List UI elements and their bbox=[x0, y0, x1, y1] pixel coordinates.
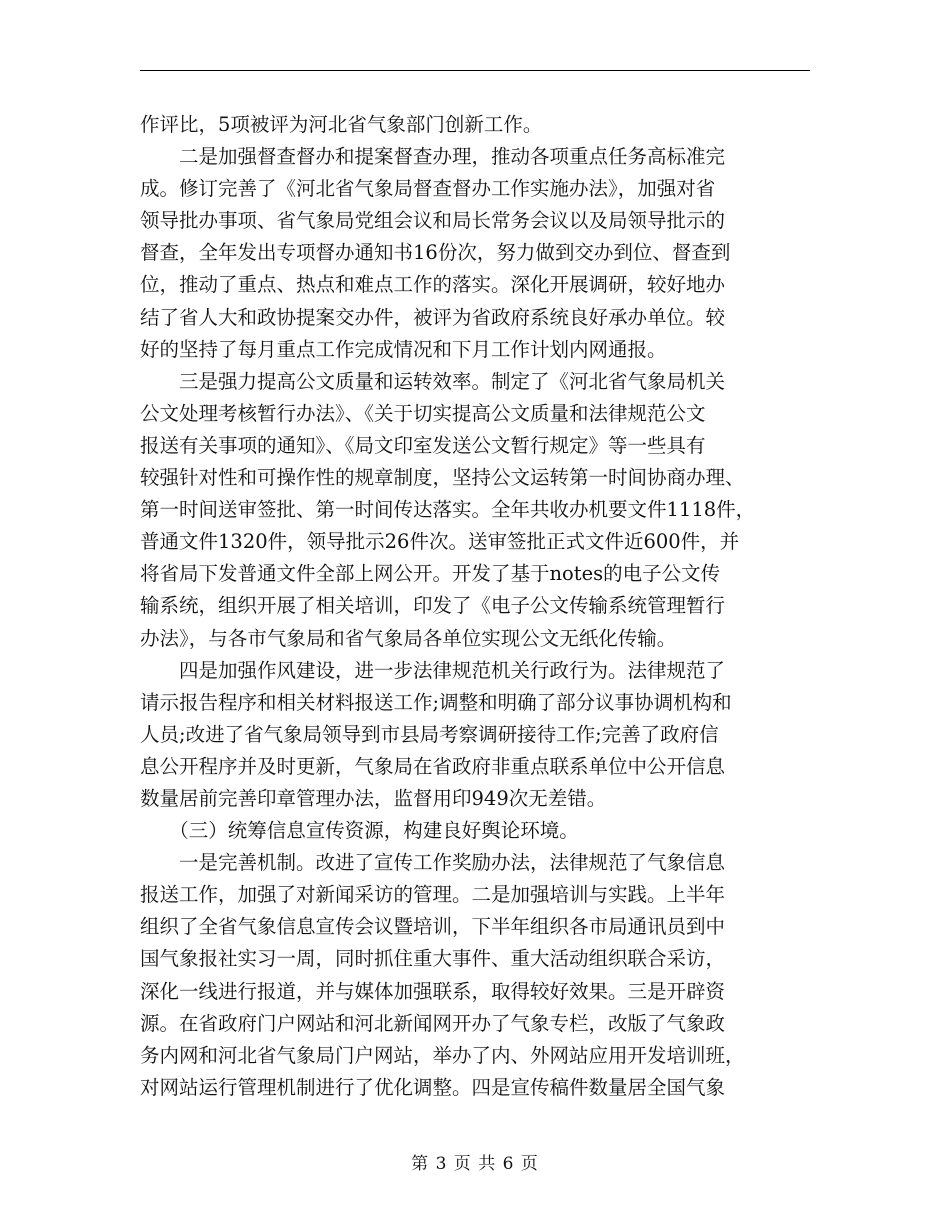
text-line: 办法》，与各市气象局和省气象局各单位实现公文无纸化传输。 bbox=[140, 626, 677, 650]
text-line: 二是加强督查督办和提案督查办理，推动各项重点任务高标准完 bbox=[140, 145, 726, 169]
text-line: 成。修订完善了《河北省气象局督查督办工作实施办法》，加强对省 bbox=[140, 177, 716, 201]
text-line: 组织了全省气象信息宣传会议暨培训，下半年组织各市局通讯员到中 bbox=[140, 915, 726, 939]
text-line: 结了省人大和政协提案交办件，被评为省政府系统良好承办单位。较 bbox=[140, 305, 726, 329]
page-footer: 第 3 页 共 6 页 bbox=[411, 1154, 539, 1174]
text-line: 深化一线进行报道，并与媒体加强联系，取得较好效果。三是开辟资 bbox=[140, 979, 726, 1003]
document-body bbox=[140, 109, 812, 1104]
text-line: 报送有关事项的通知》、《局文印室发送公文暂行规定》等一些具有 bbox=[140, 433, 706, 457]
text-line: 输系统，组织开展了相关培训，印发了《电子公文传输系统管理暂行 bbox=[140, 594, 726, 618]
text-line: 对网站运行管理机制进行了优化调整。四是宣传稿件数量居全国气象 bbox=[140, 1075, 726, 1099]
text-line: 三是强力提高公文质量和运转效率。制定了《河北省气象局机关 bbox=[140, 369, 726, 393]
text-line: 位，推动了重点、热点和难点工作的落实。深化开展调研，较好地办 bbox=[140, 273, 726, 297]
text-line: 息公开程序并及时更新，气象局在省政府非重点联系单位中公开信息 bbox=[140, 754, 726, 778]
text-line: 将省局下发普通文件全部上网公开。开发了基于notes的电子公文传 bbox=[140, 562, 721, 586]
text-line: 普通文件1320件，领导批示26件次。送审签批正式文件近600件，并 bbox=[140, 530, 740, 554]
text-line: 国气象报社实习一周，同时抓住重大事件、重大活动组织联合采访， bbox=[140, 947, 726, 971]
text-line: 第一时间送审签批、第一时间传达落实。全年共收办机要文件1118件， bbox=[140, 498, 756, 522]
text-line: 公文处理考核暂行办法》、《关于切实提高公文质量和法律规范公文 bbox=[140, 401, 706, 425]
header-rule bbox=[140, 70, 810, 71]
text-line: 较强针对性和可操作性的规章制度，坚持公文运转第一时间协商办理、 bbox=[140, 466, 745, 490]
text-line: 领导批办事项、省气象局党组会议和局长常务会议以及局领导批示的 bbox=[140, 209, 726, 233]
text-line: 督查，全年发出专项督办通知书16份次，努力做到交办到位、督查到 bbox=[140, 241, 731, 265]
text-line: 一是完善机制。改进了宣传工作奖励办法，法律规范了气象信息 bbox=[140, 851, 726, 875]
text-line: 务内网和河北省气象局门户网站，举办了内、外网站应用开发培训班， bbox=[140, 1043, 745, 1067]
section-heading: （三）统筹信息宣传资源，构建良好舆论环境。 bbox=[140, 819, 579, 843]
text-line: 报送工作，加强了对新闻采访的管理。二是加强培训与实践。上半年 bbox=[140, 883, 726, 907]
text-line: 源。在省政府门户网站和河北新闻网开办了气象专栏，改版了气象政 bbox=[140, 1011, 726, 1035]
text-line: 作评比，5项被评为河北省气象部门创新工作。 bbox=[140, 113, 543, 136]
text-line: 好的坚持了每月重点工作完成情况和下月工作计划内网通报。 bbox=[140, 337, 667, 361]
text-line: 人员;改进了省气象局领导到市县局考察调研接待工作;完善了政府信 bbox=[140, 722, 719, 746]
text-line: 数量居前完善印章管理办法，监督用印949次无差错。 bbox=[140, 786, 607, 810]
text-line: 请示报告程序和相关材料报送工作;调整和明确了部分议事协调机构和 bbox=[140, 690, 732, 714]
text-line: 四是加强作风建设，进一步法律规范机关行政行为。法律规范了 bbox=[140, 658, 726, 682]
